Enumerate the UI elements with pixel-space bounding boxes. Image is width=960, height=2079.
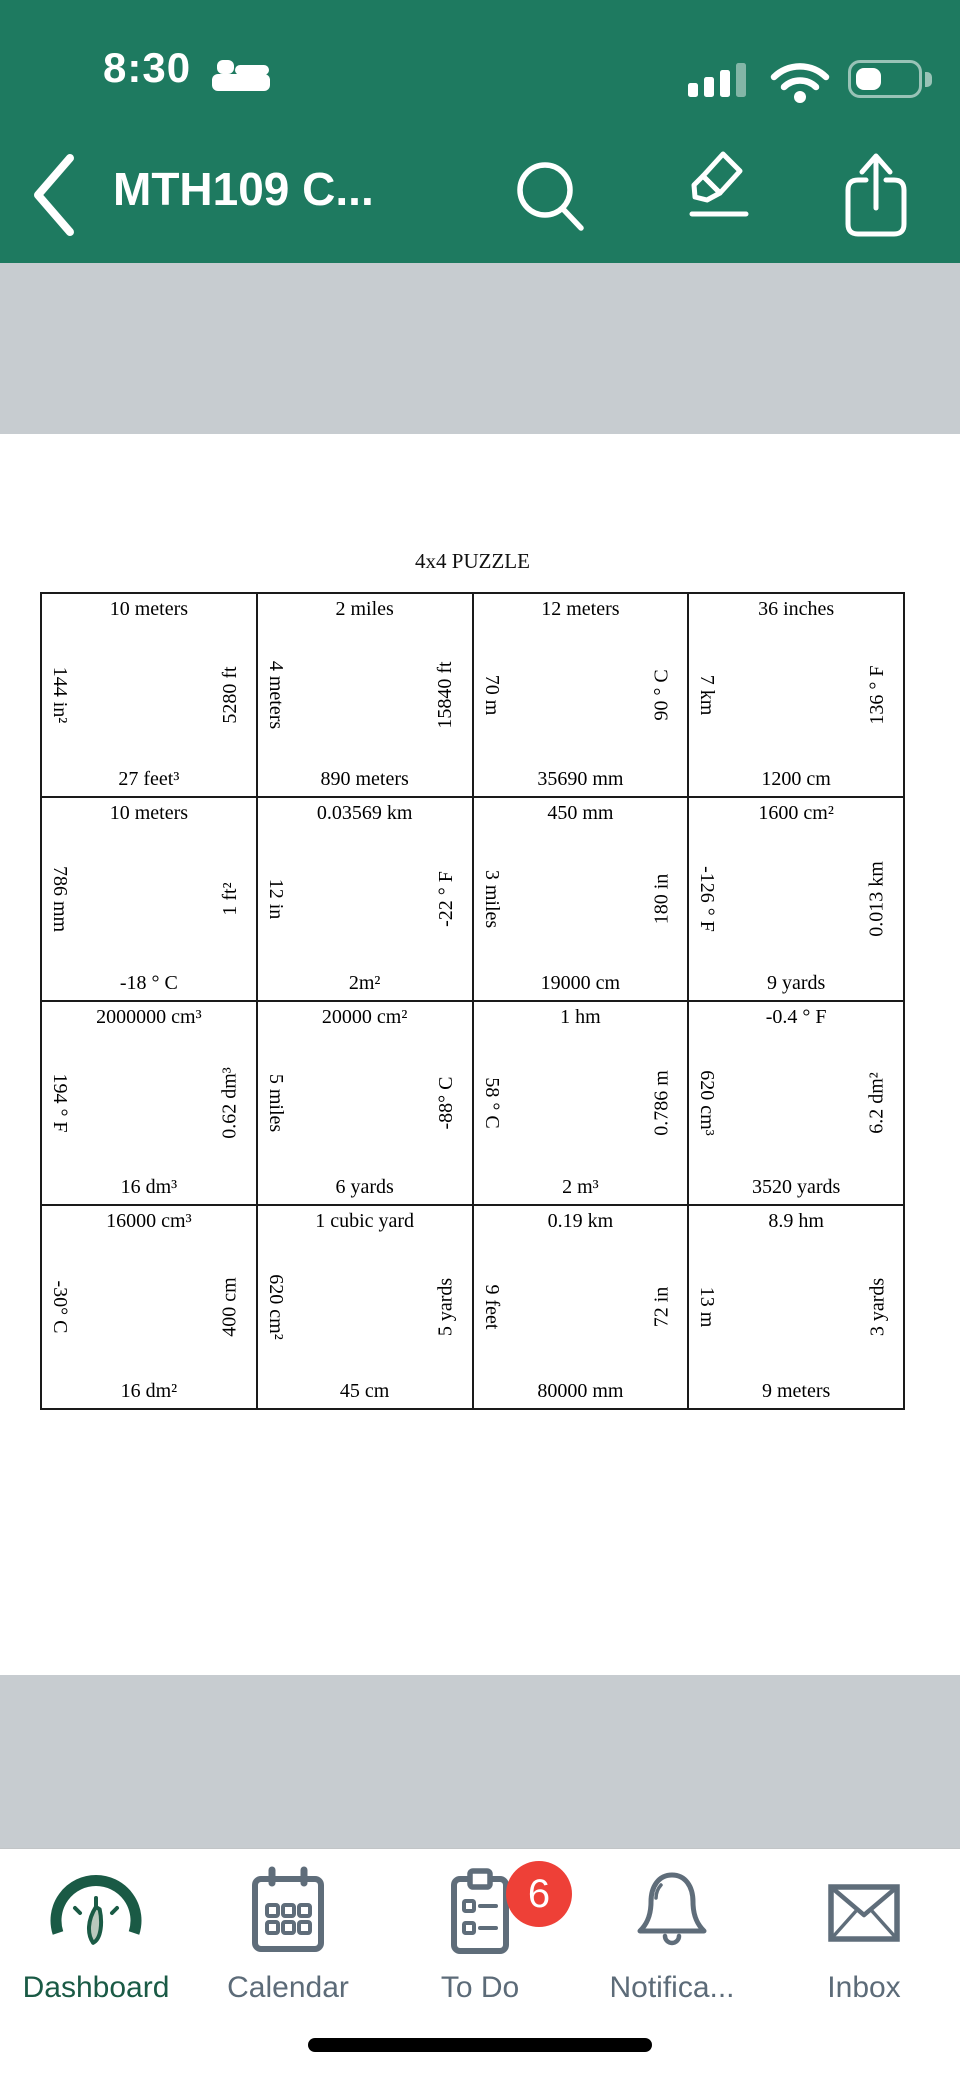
- puzzle-cell-r2c4: [688, 797, 904, 1001]
- calendar-icon: [240, 1865, 336, 1961]
- puzzle-label-right: 1 ft²: [218, 882, 241, 916]
- puzzle-cell-r1c4: [688, 593, 904, 797]
- puzzle-cell-r4c1: [41, 1205, 257, 1409]
- puzzle-label-right: -22 ° F: [434, 871, 457, 927]
- puzzle-cell-r3c4: [688, 1001, 904, 1205]
- battery-fill: [856, 68, 881, 90]
- search-icon[interactable]: [512, 156, 590, 236]
- tab-label-dashboard: Dashboard: [22, 1971, 170, 2004]
- content-background: [0, 263, 960, 434]
- puzzle-label-top: 8.9 hm: [768, 1210, 824, 1232]
- puzzle-label-bottom: 45 cm: [339, 1380, 390, 1402]
- puzzle-label-top: 16000 cm³: [106, 1210, 192, 1232]
- puzzle-label-bottom: -18 ° C: [119, 972, 178, 994]
- puzzle-cell-r2c2: [257, 797, 473, 1001]
- puzzle-label-bottom: 2 m³: [562, 1176, 599, 1198]
- puzzle-label-right: -88° C: [434, 1076, 457, 1130]
- puzzle-label-right: 5280 ft: [218, 666, 241, 724]
- puzzle-label-bottom: 9 meters: [761, 1380, 831, 1402]
- puzzle-grid: [40, 592, 905, 1410]
- puzzle-label-right: 0.62 dm³: [218, 1067, 241, 1139]
- puzzle-cell-r4c2: [257, 1205, 473, 1409]
- back-chevron-icon[interactable]: [26, 150, 86, 240]
- puzzle-cell-r4c3: [473, 1205, 689, 1409]
- puzzle-cell-r3c1: [41, 1001, 257, 1205]
- wifi-icon: [768, 56, 832, 104]
- highlighter-icon[interactable]: [672, 148, 762, 236]
- puzzle-label-bottom: 16 dm²: [120, 1380, 178, 1402]
- puzzle-label-right: 3 yards: [866, 1277, 888, 1337]
- puzzle-label-left: 194 ° F: [49, 1073, 71, 1133]
- puzzle-label-right: 90 ° C: [650, 669, 673, 721]
- puzzle-label-bottom: 3520 yards: [751, 1176, 841, 1198]
- sleep-focus-bed-icon: [212, 52, 272, 98]
- puzzle-label-left: 5 miles: [264, 1073, 287, 1133]
- puzzle-cell-r3c2: [257, 1001, 473, 1205]
- puzzle-cell-r4c4: [688, 1205, 904, 1409]
- tab-label-todo: To Do: [440, 1971, 520, 2004]
- puzzle-label-top: 12 meters: [541, 598, 620, 620]
- puzzle-cell-r2c3: [473, 797, 689, 1001]
- puzzle-label-right: 5 yards: [434, 1277, 457, 1337]
- puzzle-label-bottom: 27 feet³: [118, 768, 180, 790]
- puzzle-label-top: 10 meters: [109, 802, 189, 824]
- puzzle-label-bottom: 890 meters: [320, 768, 409, 790]
- tab-dashboard[interactable]: [0, 1849, 192, 2079]
- puzzle-label-top: 20000 cm²: [321, 1006, 408, 1028]
- puzzle-label-left: 620 cm²: [264, 1274, 287, 1340]
- share-icon[interactable]: [838, 148, 914, 240]
- puzzle-label-left: 786 mm: [49, 865, 71, 933]
- puzzle-label-top: 10 meters: [109, 598, 189, 620]
- puzzle-label-left: 58 ° C: [480, 1077, 503, 1129]
- puzzle-label-top: 2 miles: [335, 598, 394, 620]
- puzzle-label-right: 400 cm: [218, 1277, 241, 1337]
- puzzle-label-left: 9 feet: [480, 1284, 503, 1330]
- puzzle-label-bottom: 35690 mm: [537, 768, 624, 790]
- puzzle-label-left: 4 meters: [264, 660, 287, 730]
- puzzle-label-right: 15840 ft: [434, 661, 457, 729]
- puzzle-label-top: 1 hm: [560, 1006, 601, 1028]
- document-page: [0, 434, 960, 1675]
- puzzle-label-right: 0.013 km: [866, 861, 888, 937]
- tab-inbox[interactable]: [768, 1849, 960, 2079]
- inbox-envelope-icon: [816, 1865, 912, 1961]
- todo-badge: 6: [506, 1861, 572, 1927]
- battery-icon: [848, 60, 922, 98]
- header: [0, 0, 960, 263]
- content-background-bottom: [0, 1675, 960, 1848]
- puzzle-label-right: 0.786 m: [650, 1070, 673, 1136]
- puzzle-cell-r1c3: [473, 593, 689, 797]
- puzzle-cell-r1c2: [257, 593, 473, 797]
- puzzle-label-top: 450 mm: [547, 802, 614, 824]
- puzzle-label-left: 3 miles: [480, 869, 503, 929]
- battery-nub: [925, 72, 932, 87]
- puzzle-label-bottom: 16 dm³: [120, 1176, 178, 1198]
- puzzle-cell-r2c1: [41, 797, 257, 1001]
- puzzle-label-bottom: 1200 cm: [761, 768, 831, 790]
- puzzle-label-top: 36 inches: [758, 598, 835, 620]
- puzzle-label-right: 180 in: [650, 873, 673, 925]
- cellular-signal-icon: [688, 58, 750, 100]
- puzzle-label-bottom: 9 yards: [766, 972, 826, 994]
- puzzle-label-top: 0.19 km: [547, 1210, 614, 1232]
- puzzle-label-top: 1 cubic yard: [315, 1210, 415, 1232]
- puzzle-label-right: 72 in: [650, 1286, 673, 1328]
- tab-label-calendar: Calendar: [227, 1971, 349, 2004]
- puzzle-cell-r1c1: [41, 593, 257, 797]
- puzzle-label-left: 144 in²: [49, 666, 71, 724]
- puzzle-cell-r3c3: [473, 1001, 689, 1205]
- puzzle-label-bottom: 19000 cm: [540, 972, 621, 994]
- tab-label-notifications: Notifica...: [609, 1971, 735, 2004]
- puzzle-label-bottom: 2m²: [348, 972, 381, 994]
- puzzle-label-top: 0.03569 km: [316, 802, 413, 824]
- puzzle-label-left: 13 m: [696, 1286, 719, 1328]
- puzzle-label-top: 2000000 cm³: [96, 1006, 202, 1028]
- puzzle-label-bottom: 6 yards: [335, 1176, 394, 1198]
- puzzle-label-left: 12 in: [264, 878, 287, 920]
- status-time: 8:30: [103, 44, 192, 91]
- puzzle-label-right: 6.2 dm²: [866, 1072, 888, 1134]
- puzzle-label-top: -0.4 ° F: [765, 1006, 827, 1028]
- notifications-bell-icon: [624, 1865, 720, 1961]
- home-indicator[interactable]: [308, 2038, 652, 2052]
- puzzle-label-top: 1600 cm²: [758, 802, 834, 824]
- puzzle-label-right: 136 ° F: [866, 665, 888, 725]
- tab-label-inbox: Inbox: [827, 1971, 901, 2004]
- dashboard-gauge-icon: [48, 1865, 144, 1961]
- puzzle-title: 4x4 PUZZLE: [415, 549, 530, 573]
- puzzle-label-left: 7 km: [696, 674, 719, 716]
- puzzle-label-left: -30° C: [49, 1280, 71, 1334]
- puzzle-label-left: 70 m: [480, 674, 503, 716]
- puzzle-label-left: 620 cm³: [696, 1070, 719, 1136]
- puzzle-label-left: -126 ° F: [696, 866, 719, 932]
- course-title: MTH109 C...: [113, 163, 374, 215]
- puzzle-label-bottom: 80000 mm: [537, 1380, 624, 1402]
